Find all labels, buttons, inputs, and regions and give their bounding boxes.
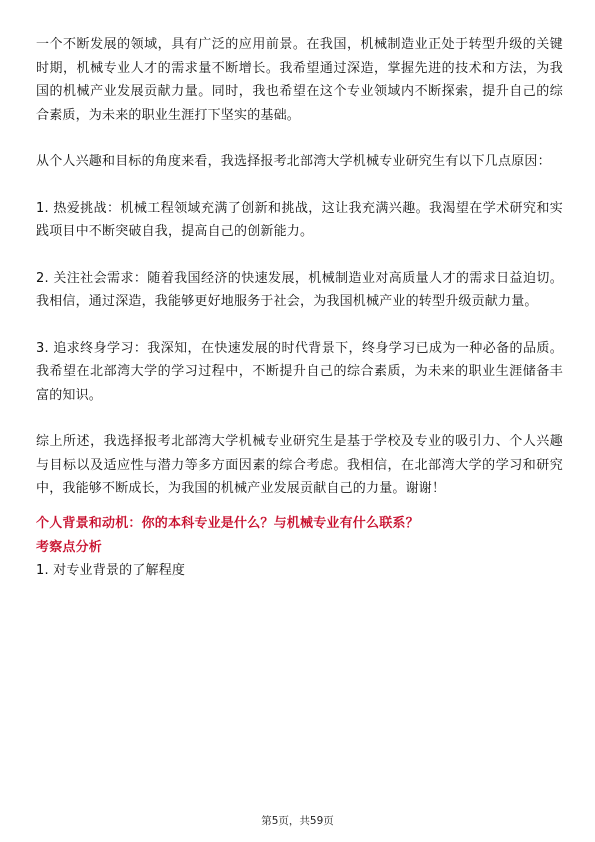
body-paragraph: 从个人兴趣和目标的角度来看，我选择报考北部湾大学机械专业研究生有以下几点原因： <box>36 154 551 169</box>
body-paragraph: 1. 热爱挑战：机械工程领域充满了创新和挑战，这让我充满兴趣。我渴望在学术研究和实践项目中不断突破自我，提高自己的创新能力。 <box>36 200 563 239</box>
body-paragraph: 2. 关注社会需求：随着我国经济的快速发展，机械制造业对高质量人才的需求日益迫切。我相信，通过深造，我能够更好地服务于社会，为我国机械产业的转型升级贡献力量。 <box>36 270 563 309</box>
question-heading: 个人背景和动机：你的本科专业是什么？与机械专业有什么联系？ <box>36 515 419 531</box>
page-content <box>36 33 563 582</box>
body-paragraph: 综上所述，我选择报考北部湾大学机械专业研究生是基于学校及专业的吸引力、个人兴趣与目标以及适应性与潜力等多方面因素的综合考虑。我相信，在北部湾大学的学习和研究中，我能够不断成长，为我国的机械产业发展贡献自己的力量。谢谢！ <box>36 434 563 496</box>
body-paragraph: 3. 追求终身学习：我深知，在快速发展的时代背景下，终身学习已成为一种必备的品质。我希望在北部湾大学的学习过程中，不断提升自己的综合素质，为未来的职业生涯储备丰富的知识。 <box>36 340 563 403</box>
analysis-title: 考察点分析 <box>36 539 103 555</box>
page-number-footer: 第5页，共59页 <box>261 815 334 827</box>
analysis-point: 1. 对专业背景的了解程度 <box>36 562 186 578</box>
body-paragraph: 一个不断发展的领域，具有广泛的应用前景。在我国，机械制造业正处于转型升级的关键时期，机械专业人才的需求量不断增长。我希望通过深造，掌握先进的技术和方法，为我国的机械产业发展贡献力量。同时，我也希望在这个专业领域内不断探索，提升自己的综合素质，为未来的职业生涯打下坚实的基础。 <box>36 37 563 123</box>
